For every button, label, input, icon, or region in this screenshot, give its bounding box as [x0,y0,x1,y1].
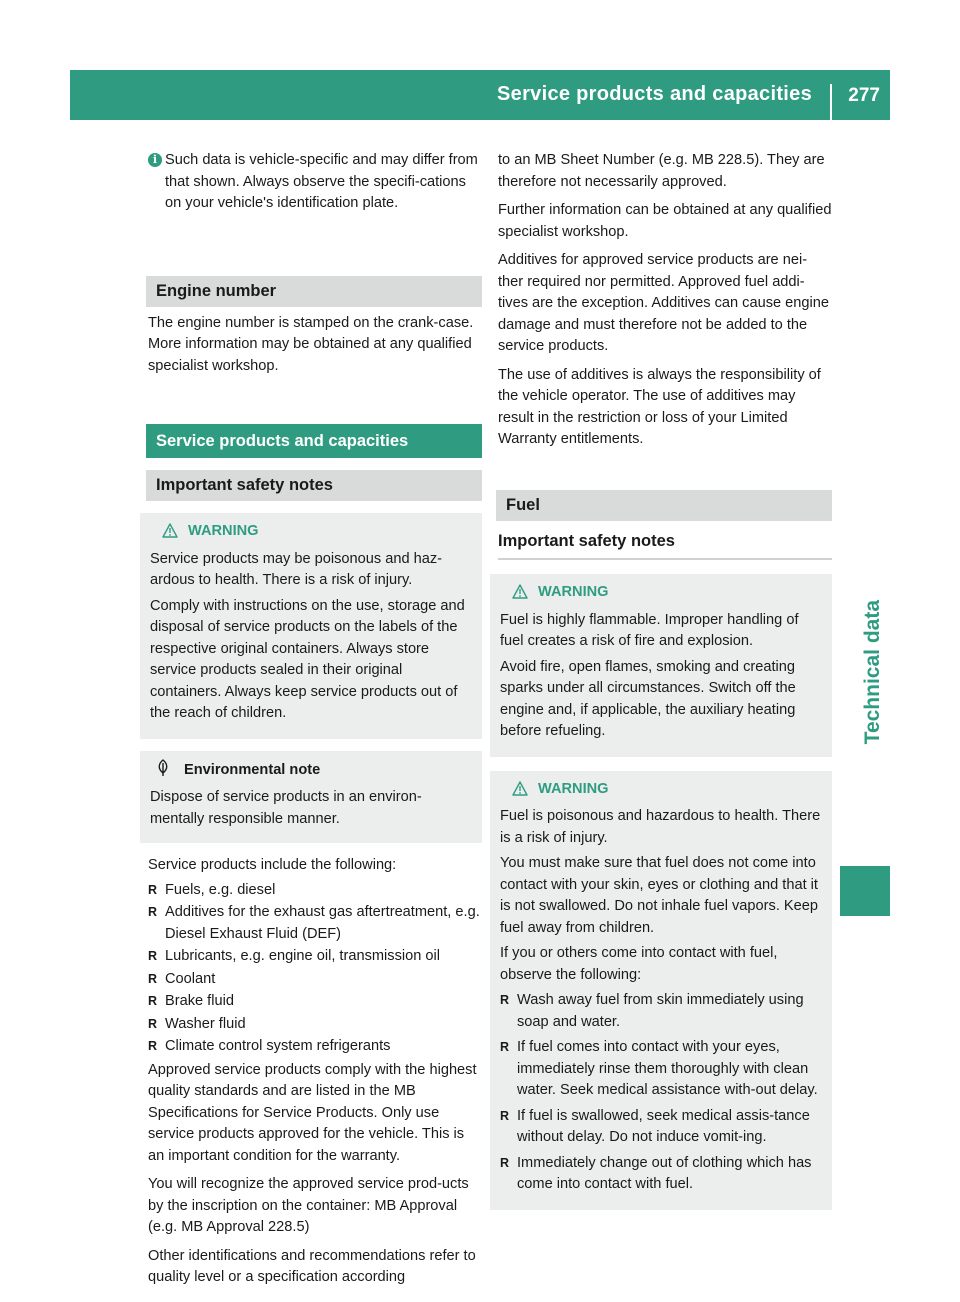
environmental-note-header [150,759,474,782]
warning-text-2: Avoid fire, open flames, smoking and creating sparks under all circumstances. Switch off the engine and, if applicable, the auxiliary heating before refueling. [500,658,796,739]
warning-box [140,513,482,739]
list-item: R Fuels, e.g. diesel [148,880,482,902]
right-column [498,150,832,1210]
additives-use-text: The use of additives is always the responsibility of the vehicle operator. The use of additives may result in the restriction or loss of your Limited Warranty entitlements. [498,366,821,447]
warning-text-1: Fuel is poisonous and hazardous to health. There is a risk of injury. [500,808,821,846]
list-item: R Climate control system refrigerants [148,1036,482,1058]
environmental-note [140,751,482,844]
warning-text-1: Service products may be poisonous and haz-ardous to health. There is a risk of injury. [150,550,443,588]
list-item: R If fuel is swallowed, seek medical assis-tance without delay. Do not induce vomit-ing. [500,1106,824,1149]
info-icon: i [148,153,162,167]
warning-triangle-icon [162,523,178,538]
page-number: 277 [848,85,880,106]
list-item: R Additives for the exhaust gas aftertreatment, e.g. Diesel Exhaust Fluid (DEF) [148,902,482,945]
list-intro: Service products include the following: [148,857,397,873]
warning-header [500,582,824,604]
further-info-text: Further information can be obtained at any qualified specialist workshop. [498,202,832,240]
list-item: R Coolant [148,969,482,991]
approved-products-text: Approved service products comply with the highest quality standards and are listed in the MB Specifications for Service Products. Only use service products approved for the vehicle. This is an important condition for the warranty. [148,1061,477,1164]
warning-text-2: Comply with instructions on the use, storage and disposal of service products on the labels of the respective original containers. Always store service products sealed in their original containers. Always keep service products out of the reach of children. [150,597,465,721]
list-item: R Immediately change out of clothing which has come into contact with fuel. [500,1153,824,1196]
warning-label: WARNING [538,584,609,600]
continuation-text: to an MB Sheet Number (e.g. MB 228.5). They are therefore not necessarily approved. [498,152,825,190]
info-note [140,150,482,215]
warning-text-1: Fuel is highly flammable. Improper handling of fuel creates a risk of fire and explosion. [500,611,799,649]
warning-header [150,521,474,543]
warning-box [490,771,832,1210]
warning-label: WARNING [188,523,259,539]
left-column [148,150,482,1296]
list-item: R Wash away fuel from skin immediately using soap and water. [500,990,824,1033]
engine-number-text: The engine number is stamped on the crank-case. More information may be obtained at any qualified specialist workshop. [148,314,474,374]
additives-text: Additives for approved service products are nei-ther required nor permitted. Approved fuel addi-tives are the exception. Additives can cause engine damage and must therefore not be added to the service products. [498,252,830,354]
recognize-products-text: You will recognize the approved service prod-ucts by the inscription on the container: MB Approval (e.g. MB Approval 228.5) [148,1176,469,1235]
list-item: R Washer fluid [148,1014,482,1036]
environmental-note-text: Dispose of service products in an environ-mentally responsible manner. [150,789,422,827]
warning-triangle-icon [512,584,528,599]
service-products-list [148,880,482,1058]
leaf-icon [156,759,170,777]
side-tab-label: Technical data [861,600,884,745]
fuel-contact-list [500,990,824,1196]
warning-label: WARNING [538,780,609,797]
warning-text-3: If you or others come into contact with fuel, observe the following: [500,945,778,983]
page-header [70,70,890,120]
header-divider [830,84,832,120]
info-note-text: Such data is vehicle-specific and may differ from that shown. Always observe the specifi-cations on your vehicle's identification plate. [165,152,478,211]
warning-text-2: You must make sure that fuel does not come into contact with your skin, eyes or clothing and that it is not swallowed. Do not inhale fuel vapors. Keep fuel away from children. [500,855,819,936]
fuel-subheading: Important safety notes [498,521,832,561]
engine-number-heading: Engine number [146,276,482,307]
list-item: R If fuel comes into contact with your eyes, immediately rinse them thoroughly with clean water. Seek medical assistance with-out delay. [500,1037,824,1102]
other-identifications-text: Other identifications and recommendations refer to quality level or a specification according [148,1247,476,1285]
warning-box [490,574,832,757]
warning-header [500,779,824,801]
subsection-heading: Important safety notes [146,470,482,501]
list-item: R Lubricants, e.g. engine oil, transmission oil [148,946,482,968]
environmental-note-label: Environmental note [184,761,321,778]
section-heading: Service products and capacities [146,424,482,458]
warning-triangle-icon [512,781,528,796]
header-title: Service products and capacities [497,83,812,105]
fuel-heading: Fuel [496,490,832,521]
side-tab-marker [840,866,890,916]
list-item: R Brake fluid [148,991,482,1013]
side-tab [840,600,890,860]
